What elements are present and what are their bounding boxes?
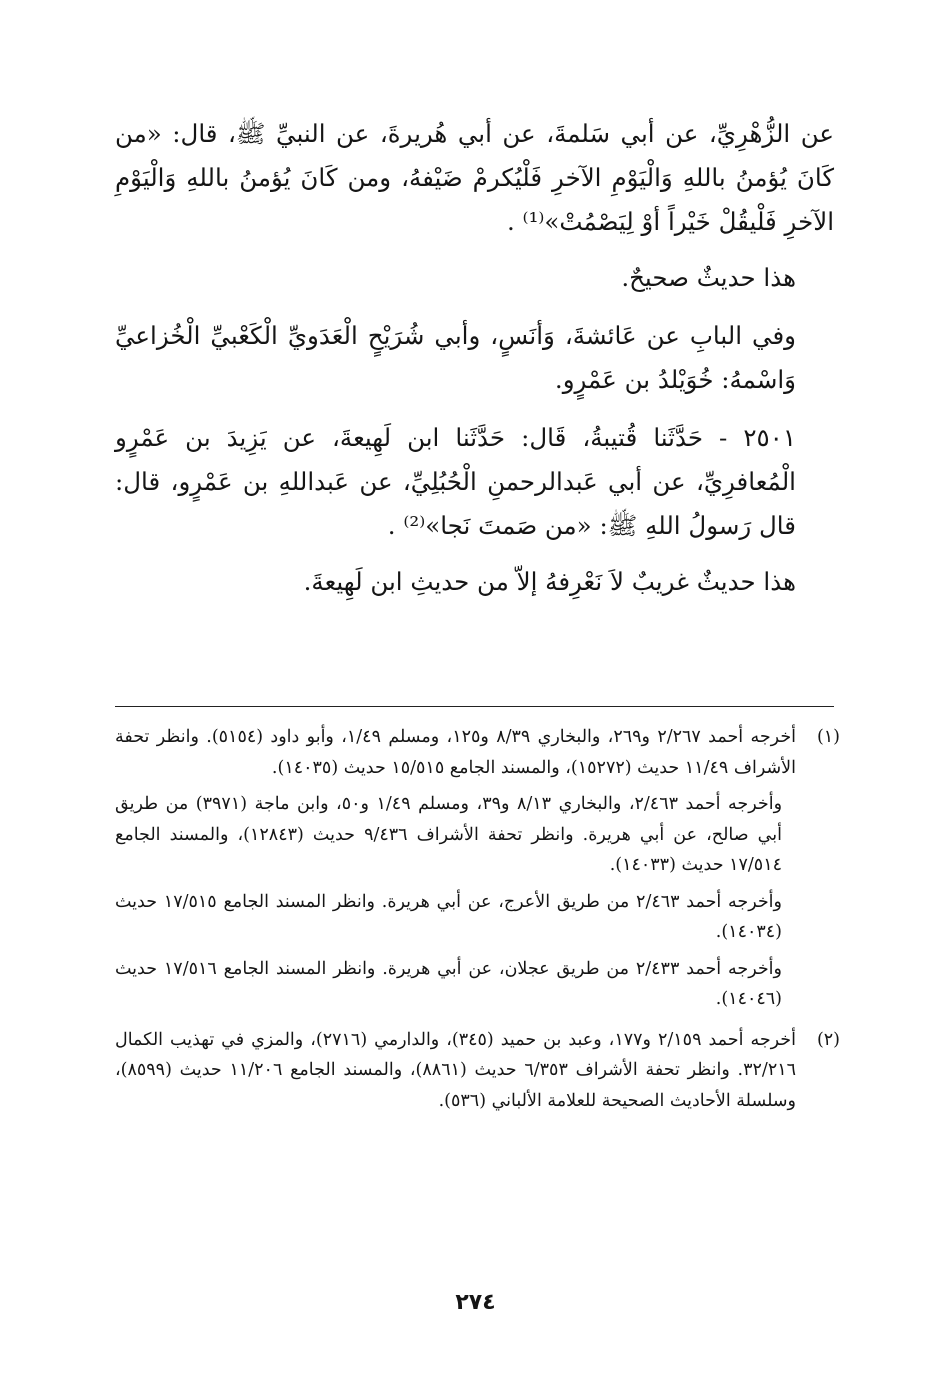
page-number: ٢٧٤ xyxy=(455,1290,496,1315)
hadith-text-paragraph: عن الزُّهْرِيِّ، عن أبي سَلمةَ، عن أبي هُريرةَ، عن النبيِّ ﷺ، قال: «من كَانَ يُؤمنُ باللهِ وَالْيَوْمِ الآخرِ فَلْيُكرمْ ضَيْفهُ، ومن كَانَ يُؤمنُ باللهِ وَالْيَوْمِ الآخرِ فَلْيقُلْ خَيْراً أوْ لِيَصْمُتْ»⁽¹⁾ . xyxy=(115,119,834,236)
footnote-divider xyxy=(115,706,834,707)
footnote-paragraph: أخرجه أحمد ٢/١٥٩ و١٧٧، وعبد بن حميد (٣٤٥)، والدارمي (٢٧١٦)، والمزي في تهذيب الكمال ٣٢/٢١٦. وانظر تحفة الأشراف ٦/٣٥٣ حديث (٨٨٦١)، والمسند الجامع ١١/٢٠٦ حديث (٨٥٩٩)، وسلسلة الأحاديث الصحيحة للعلامة الألباني (٥٣٦). xyxy=(115,1029,797,1111)
footnote-number: (١) xyxy=(816,727,840,747)
footnote-paragraph: أخرجه أحمد ٢/٢٦٧ و٢٦٩، والبخاري ٨/٣٩ و١٢٥، ومسلم ١/٤٩، وأبو داود (٥١٥٤). وانظر تحفة الأشراف ١١/٤٩ حديث (١٥٢٧٢)، والمسند الجامع ١٥/٥١٥ حديث (١٤٠٣٥). xyxy=(115,727,797,778)
hadith-2501-paragraph: ٢٥٠١ - حَدَّثَنا قُتيبةُ، قَال: حَدَّثَنا ابن لَهِيعةَ، عن يَزِيدَ بن عَمْرٍو الْمُعافرِيِّ، عن أبي عَبدالرحمنِ الْحُبُلِيِّ، عن عَبداللهِ بن عَمْرٍو، قال: قال رَسولُ اللهِ ﷺ: «من صَمتَ نَجا»⁽²⁾ . xyxy=(115,423,796,540)
related-narrations-paragraph: وفي البابِ عن عَائشةَ، وَأنَسٍ، وأبي شُرَيْحٍ الْعَدَويِّ الْكَعْبيِّ الْخُزاعيِّ وَاسْمهُ: خُوَيْلدُ بن عَمْرٍو. xyxy=(115,321,796,394)
footnote-paragraph: وأخرجه أحمد ٢/٤٦٣ من طريق الأعرج، عن أبي هريرة. وانظر المسند الجامع ١٧/٥١٥ حديث (١٤٠٣٤). xyxy=(115,891,782,942)
footnote-paragraph: وأخرجه أحمد ٢/٤٣٣ من طريق عجلان، عن أبي هريرة. وانظر المسند الجامع ١٧/٥١٦ حديث (١٤٠٤٦). xyxy=(115,958,782,1009)
footnote-2 xyxy=(115,1025,840,1123)
grading-statement-2501: هذا حديثٌ غريبٌ لاَ نَعْرِفهُ إلاّ من حديثِ ابن لَهِيعةَ. xyxy=(303,567,796,596)
footnote-number: (٢) xyxy=(816,1029,840,1050)
footnotes xyxy=(115,722,840,1126)
footnote-body xyxy=(115,722,796,1021)
main-text xyxy=(115,112,834,604)
footnote-body xyxy=(115,1025,796,1123)
grading-statement: هذا حديثٌ صحيحٌ. xyxy=(621,263,796,292)
footnote-1 xyxy=(115,722,840,1021)
footnote-paragraph: وأخرجه أحمد ٢/٤٦٣، والبخاري ٨/١٣ و٣٩، ومسلم ١/٤٩ و٥٠، وابن ماجة (٣٩٧١) من طريق أبي صالح، عن أبي هريرة. وانظر تحفة الأشراف ٩/٤٣٦ حديث (١٢٨٤٣)، والمسند الجامع ١٧/٥١٤ حديث (١٤٠٣٣). xyxy=(115,794,783,875)
